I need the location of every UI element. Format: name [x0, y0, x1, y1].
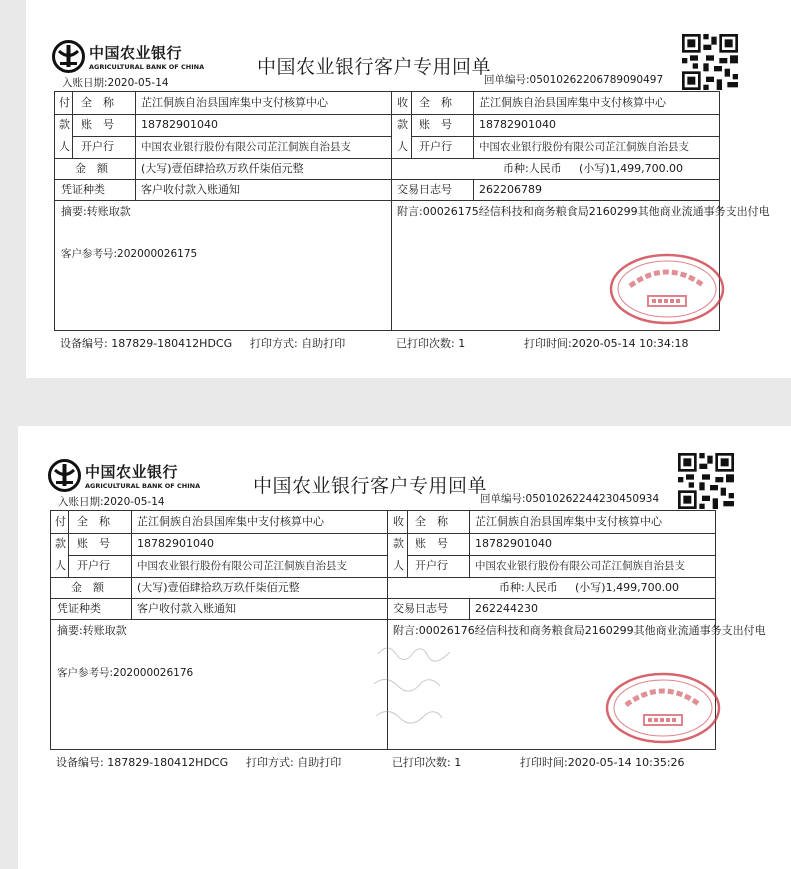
summary: 摘要:转账取款 [61, 205, 131, 218]
receipt-number: 回单编号:05010262206789090497 [484, 74, 664, 86]
payer-name: 芷江侗族自治县国库集中支付核算中心 [141, 96, 328, 109]
voucher-type-label: 凭证种类 [57, 602, 101, 615]
qr-code-icon [682, 34, 738, 90]
print-time: 打印时间:2020-05-14 10:35:26 [520, 756, 685, 769]
journal-number: 262206789 [479, 183, 542, 196]
payer-label: 款 [55, 537, 66, 550]
bank-name-cn: 中国农业银行 [89, 44, 183, 62]
payee-bank-label: 开户行 [419, 140, 452, 153]
payee-bank-label: 开户行 [415, 559, 448, 572]
payee-name: 芷江侗族自治县国库集中支付核算中心 [475, 515, 662, 528]
currency: 币种:人民币 [499, 581, 558, 594]
payer-account-label: 账 号 [77, 537, 110, 550]
entry-date: 入账日期:2020-05-14 [58, 496, 165, 508]
print-mode: 打印方式: 自助打印 [250, 337, 346, 350]
amount-number: (小写)1,499,700.00 [575, 581, 680, 594]
payee-account-label: 账 号 [415, 537, 448, 550]
bank-name-en: AGRICULTURAL BANK OF CHINA [89, 63, 205, 71]
payee-account: 18782901040 [475, 537, 552, 550]
payer-bank: 中国农业银行股份有限公司芷江侗族自治县支 [137, 560, 347, 572]
currency: 币种:人民币 [503, 162, 562, 175]
payer-label: 款 [59, 118, 70, 131]
payer-label: 付 [55, 515, 66, 528]
amount-label: 金 额 [71, 581, 104, 594]
print-count: 已打印次数: 1 [392, 756, 462, 769]
journal-number: 262244230 [475, 602, 538, 615]
payee-account-label: 账 号 [419, 118, 452, 131]
payer-bank-label: 开户行 [77, 559, 110, 572]
payee-name-label: 全 称 [419, 96, 452, 109]
voucher-type: 客户收付款入账通知 [137, 602, 236, 615]
journal-label: 交易日志号 [397, 183, 452, 196]
payee-account: 18782901040 [479, 118, 556, 131]
voucher-type: 客户收付款入账通知 [141, 183, 240, 196]
device-number: 设备编号: 187829-180412HDCG [60, 337, 233, 350]
payer-bank-label: 开户行 [81, 140, 114, 153]
payee-label: 收 [397, 96, 408, 109]
receipt-title: 中国农业银行客户专用回单 [257, 56, 492, 78]
amount-label: 金 额 [75, 162, 108, 175]
payer-label: 人 [59, 140, 70, 153]
abc-logo [48, 459, 208, 499]
remark: 附言:00026176经信科技和商务粮食局2160299其他商业流通事务支出付电 [393, 624, 766, 637]
amount-number: (小写)1,499,700.00 [579, 162, 684, 175]
qr-code-icon [678, 453, 734, 509]
receipt-title: 中国农业银行客户专用回单 [253, 475, 488, 497]
payer-name: 芷江侗族自治县国库集中支付核算中心 [137, 515, 324, 528]
payer-label: 人 [55, 559, 66, 572]
device-number: 设备编号: 187829-180412HDCG [56, 756, 229, 769]
abc-logo-icon [48, 459, 81, 492]
print-mode: 打印方式: 自助打印 [246, 756, 342, 769]
payee-name-label: 全 称 [415, 515, 448, 528]
payer-name-label: 全 称 [81, 96, 114, 109]
bank-name-en: AGRICULTURAL BANK OF CHINA [85, 482, 201, 490]
journal-label: 交易日志号 [393, 602, 448, 615]
remark: 附言:00026175经信科技和商务粮食局2160299其他商业流通事务支出付电 [397, 205, 770, 218]
payee-label: 收 [393, 515, 404, 528]
voucher-type-label: 凭证种类 [61, 183, 105, 196]
payee-label: 人 [397, 140, 408, 153]
payee-bank: 中国农业银行股份有限公司芷江侗族自治县支 [479, 141, 689, 153]
payer-bank: 中国农业银行股份有限公司芷江侗族自治县支 [141, 141, 351, 153]
print-count: 已打印次数: 1 [396, 337, 466, 350]
payee-label: 款 [393, 537, 404, 550]
payee-label: 款 [397, 118, 408, 131]
customer-reference: 客户参考号:202000026176 [57, 667, 194, 679]
payer-account: 18782901040 [137, 537, 214, 550]
payee-label: 人 [393, 559, 404, 572]
payee-bank: 中国农业银行股份有限公司芷江侗族自治县支 [475, 560, 685, 572]
abc-logo [52, 40, 212, 80]
summary: 摘要:转账取款 [57, 624, 127, 637]
abc-logo-icon [52, 40, 85, 73]
bank-seal-stamp-icon [608, 252, 726, 326]
amount-words: (大写)壹佰肆拾玖万玖仟柒佰元整 [137, 581, 300, 594]
customer-reference: 客户参考号:202000026175 [61, 248, 198, 260]
receipt-number: 回单编号:05010262244230450934 [480, 493, 660, 505]
entry-date: 入账日期:2020-05-14 [62, 77, 169, 89]
payer-account-label: 账 号 [81, 118, 114, 131]
amount-words: (大写)壹佰肆拾玖万玖仟柒佰元整 [141, 162, 304, 175]
payer-label: 付 [59, 96, 70, 109]
bank-name-cn: 中国农业银行 [85, 463, 179, 481]
payer-name-label: 全 称 [77, 515, 110, 528]
payer-account: 18782901040 [141, 118, 218, 131]
print-time: 打印时间:2020-05-14 10:34:18 [524, 337, 689, 350]
payee-name: 芷江侗族自治县国库集中支付核算中心 [479, 96, 666, 109]
handwritten-scribble-icon [370, 640, 470, 750]
bank-seal-stamp-icon [604, 671, 722, 745]
